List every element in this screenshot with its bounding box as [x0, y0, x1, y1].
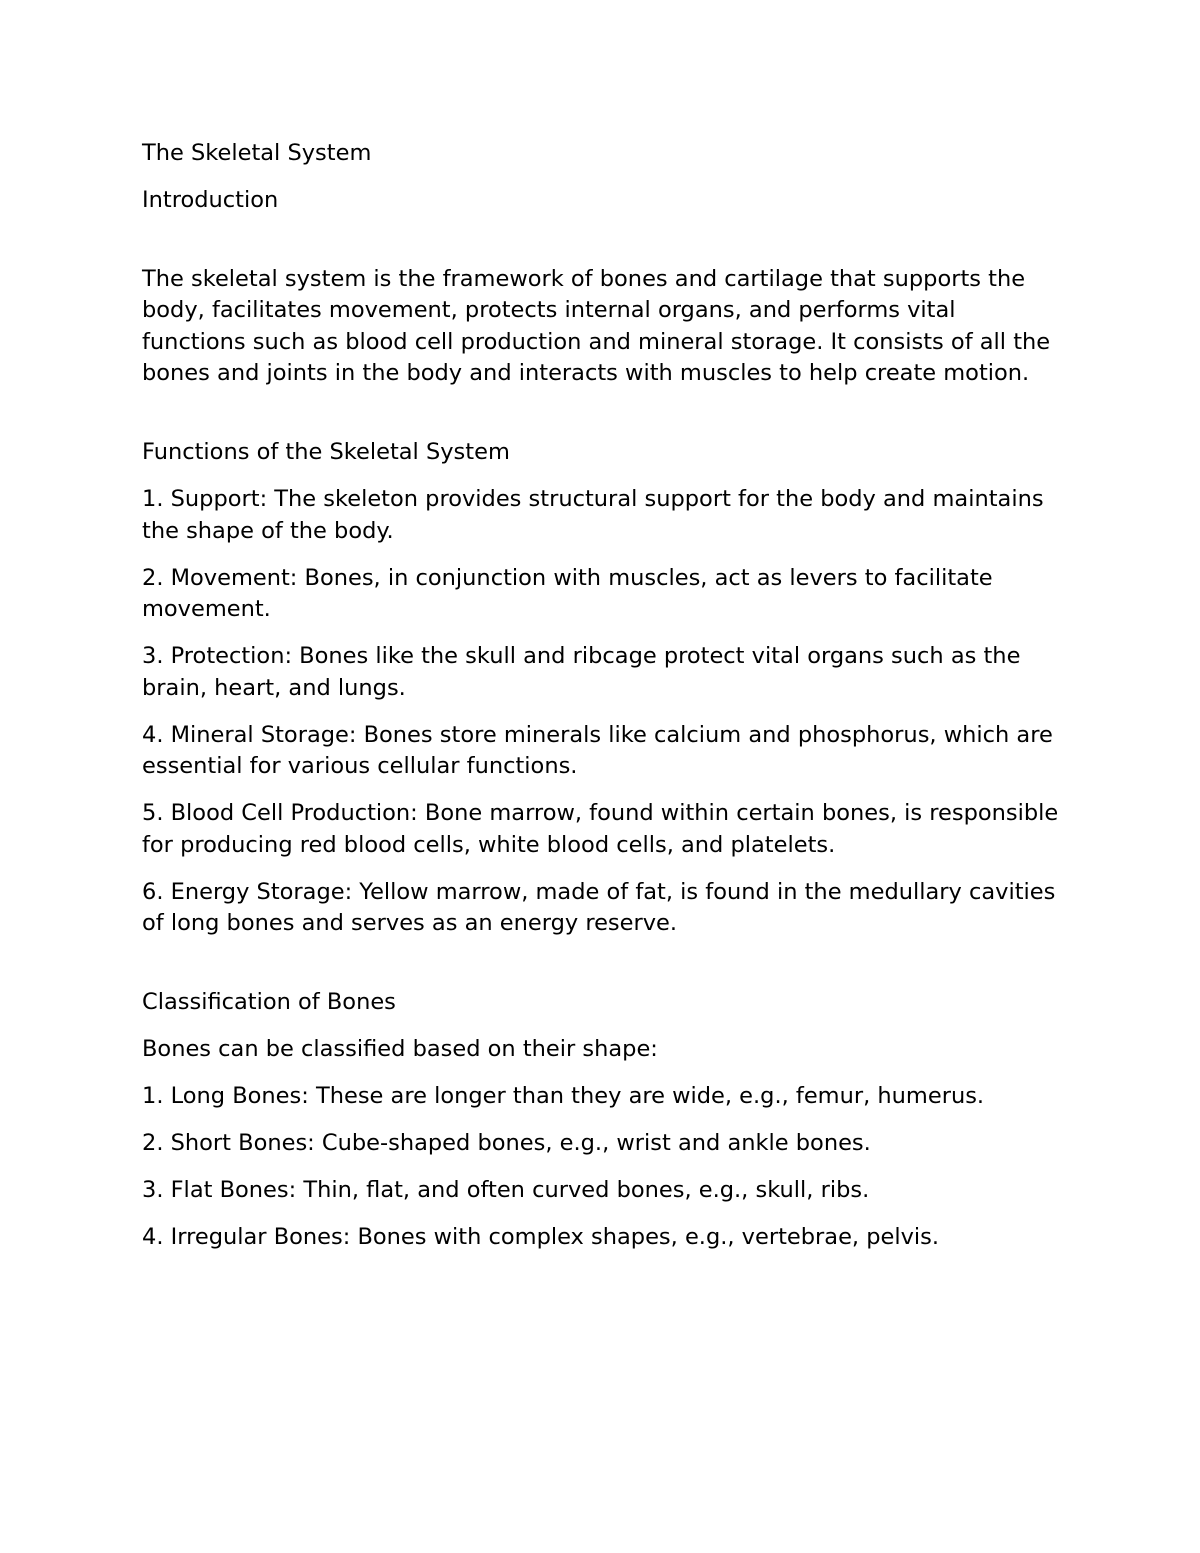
function-item-energy-storage: 6. Energy Storage: Yellow marrow, made of fat, is found in the medullary cavities of long bones and serves as an energy reserve. [142, 878, 1056, 937]
function-item-movement: 2. Movement: Bones, in conjunction with muscles, act as levers to facilitate movement. [142, 564, 993, 623]
classification-item-long-bones: 1. Long Bones: These are longer than they are wide, e.g., femur, humerus. [142, 1082, 985, 1109]
document-page [142, 138, 1062, 1254]
classification-item-short-bones: 2. Short Bones: Cube-shaped bones, e.g., wrist and ankle bones. [142, 1129, 871, 1156]
classification-item-flat-bones: 3. Flat Bones: Thin, flat, and often curved bones, e.g., skull, ribs. [142, 1176, 870, 1203]
function-item-support: 1. Support: The skeleton provides structural support for the body and maintains the shape of the body. [142, 485, 1044, 544]
classification-heading: Classification of Bones [142, 989, 396, 1016]
intro-heading: Introduction [142, 186, 279, 213]
classification-intro: Bones can be classified based on their shape: [142, 1036, 658, 1062]
function-item-blood-cell-production: 5. Blood Cell Production: Bone marrow, found within certain bones, is responsible for producing red blood cells, white blood cells, and platelets. [142, 800, 1059, 858]
function-item-protection: 3. Protection: Bones like the skull and ribcage protect vital organs such as the brain, heart, and lungs. [142, 643, 1021, 701]
document-title: The Skeletal System [142, 140, 372, 166]
classification-item-irregular-bones: 4. Irregular Bones: Bones with complex shapes, e.g., vertebrae, pelvis. [142, 1223, 940, 1250]
functions-heading: Functions of the Skeletal System [142, 438, 510, 465]
intro-paragraph: The skeletal system is the framework of bones and cartilage that supports the body, facilitates movement, protects internal organs, and performs vital functions such as blood cell production and mineral storage. It consists of all the bones and joints in the body and interacts with muscles to help create motion. [142, 265, 1051, 387]
function-item-mineral-storage: 4. Mineral Storage: Bones store minerals like calcium and phosphorus, which are essential for various cellular functions. [142, 721, 1053, 780]
